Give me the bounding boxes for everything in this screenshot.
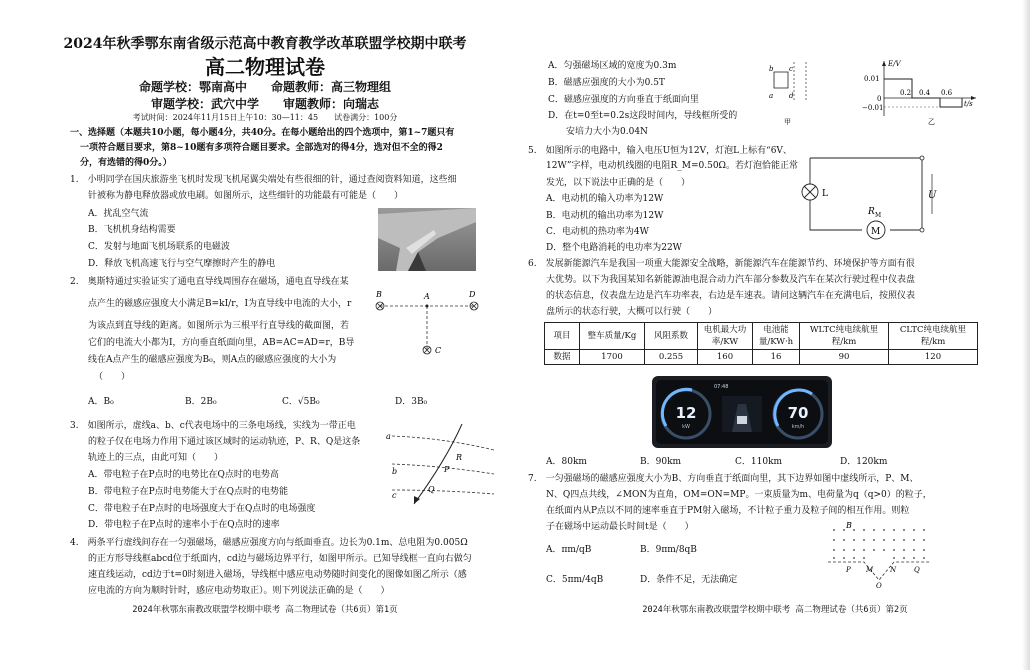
q5-stem-line2: 12W”字样，电动机线圈的电阻R_M=0.50Ω。若灯泡恰能正常 <box>546 161 799 171</box>
q7-label-n: N <box>890 566 897 574</box>
q7-option-b: B．9πm/8qB <box>640 545 697 555</box>
q6-option-a: A．80km <box>546 457 587 467</box>
airplane-wing-photo <box>378 208 476 271</box>
ytick-neg: −0.01 <box>862 104 884 112</box>
q1-stem-line2: 针被称为静电释放器或放电刷。如图所示，这些细针的功能最有可能是（ ） <box>88 191 404 201</box>
q4-stem-line3: 速直线运动，cd边于t=0时刻进入磁场，导线框中感应电动势随时间变化的图像如图乙所示（感 <box>88 570 467 580</box>
q3-field-line-diagram <box>384 420 496 506</box>
q7-label-m: M <box>866 566 874 574</box>
spec-cltc-value: 120 <box>889 350 978 365</box>
q2-stem-line3: 为该点到直导线的距离。如图所示为三根平行直导线的截面图，若 <box>88 321 350 331</box>
q3-label-b: b <box>392 467 398 476</box>
q3-option-b: B．带电粒子在P点时电势能大于在Q点时的电势能 <box>88 487 289 497</box>
q5-label-r: R <box>868 207 875 217</box>
q7-label-p: P <box>846 566 851 574</box>
q3-stem-line3: 轨迹上的三点，由此可知（ ） <box>88 453 224 463</box>
q4-stem-line2: 的正方形导线框abcd位于纸面内，cd边与磁场边界平行，如图甲所示。已知导线框一直向右做匀 <box>88 554 472 564</box>
page-1-footer: 2024年秋鄂东南教改联盟学校期中联考 高二物理试卷（共6页）第1页 <box>132 605 398 615</box>
proposer-line: 命题学校：鄂南高中 命题教师：高三物理组 <box>138 80 391 94</box>
spec-col-item: 项目 <box>545 323 580 350</box>
spec-col-power: 电机最大功率/KW <box>698 323 753 350</box>
page-2 <box>520 0 1030 670</box>
subject-title: 高二物理试卷 <box>205 55 325 79</box>
q7-stem-line2: N、Q四点共线，∠MON为直角，OM=ON=MP。一束质量为m、电荷量为q（q>0）的粒子， <box>546 490 932 500</box>
q1-option-d: D．释放飞机高速飞行与空气摩擦时产生的静电 <box>88 259 276 269</box>
q7-label-b: B <box>846 521 852 530</box>
q2-stem-line5: 线在A点产生的磁感应强度为B₀，则A点的磁感应强度的大小为 <box>88 355 337 365</box>
q7-stem-line4: 子在磁场中运动最长时间t是（ ） <box>546 522 694 532</box>
graph-axis-y: E/V <box>888 60 901 68</box>
q2-label-d: D <box>469 290 476 299</box>
section-instructions-line1: 一、选择题（本题共10小题，每小题4分，共40分。在每小题给出的四个选项中，第1~7题只有 <box>70 128 455 138</box>
q2-stem-line1: 2. 奥斯特通过实验证实了通电直导线周围存在磁场，通电直导线在某 <box>70 277 349 287</box>
xtick-0-2: 0.2 <box>900 89 912 97</box>
q1-option-c: C．发射与地面飞机场联系的电磁波 <box>88 242 230 252</box>
q3-option-a: A．带电粒子在P点时的电势比在Q点时的电势高 <box>88 470 279 480</box>
spec-row-label: 数据 <box>545 350 580 365</box>
q2-label-a: A <box>424 292 430 301</box>
q5-option-b: B．电动机的输出功率为12W <box>546 211 664 221</box>
q7-stem-line1: 7. 一匀强磁场的磁感应强度大小为B、方向垂直于纸面向里，其下边界如图中虚线所示，P、M、 <box>528 474 919 484</box>
q3-option-d: D．带电粒子在P点时的速率小于在Q点时的速率 <box>88 520 280 530</box>
q6-stem-line3: 的状态信息，仪表盘左边是汽车功率表，右边是车速表。请问这辆汽车在充满电后，按照仪表 <box>546 291 916 301</box>
q7-label-o: O <box>876 582 882 590</box>
spec-col-wltc: WLTC纯电续航里程/km <box>800 323 889 350</box>
speed-readout: 70 <box>787 404 809 422</box>
spec-col-mass: 整车质量/Kg <box>580 323 645 350</box>
q4-stem-line1: 4. 两条平行虚线间存在一匀强磁场，磁感应强度方向与纸面垂直。边长为0.1m、总电阻为0.005Ω <box>70 538 468 548</box>
spec-mass-value: 1700 <box>580 350 645 365</box>
caption-jia: 甲 <box>784 118 791 126</box>
ytick-zero: 0 <box>877 95 882 103</box>
q3-label-q: Q <box>428 485 435 494</box>
q3-option-c: C．带电粒子在P点时的电场强度大于在Q点时的电场强度 <box>88 504 316 514</box>
ytick-pos: 0.01 <box>864 75 880 83</box>
q2-stem-line6: （ ） <box>94 372 131 382</box>
q3-stem-line1: 3. 如图所示，虚线a、b、c代表电场中的三条电场线，实线为一带正电 <box>70 421 356 431</box>
q6-option-d: D．120km <box>840 457 888 467</box>
q7-option-d: D．条件不足，无法确定 <box>640 575 738 585</box>
q6-stem-line2: 大优势。以下为我国某知名新能源油电混合动力汽车部分参数及汽车在某次行驶过程中仪表盘 <box>546 275 916 285</box>
spec-col-battery: 电池能量/KW·h <box>753 323 800 350</box>
q2-label-c: C <box>435 346 442 355</box>
q5-circuit-diagram <box>800 150 940 242</box>
q6-option-c: C．110km <box>735 457 783 467</box>
q6-stem-line1: 6. 发展新能源汽车是我国一项重大能源安全战略，新能源汽车在能源节约、环境保护等方面有很 <box>528 259 915 269</box>
reviewer-line: 审题学校：武穴中学 审题教师：向瑞志 <box>150 97 379 111</box>
q7-label-q: Q <box>914 566 920 574</box>
q5-option-a: A．电动机的输入功率为12W <box>546 194 664 204</box>
q4-frame-and-graph <box>764 58 980 128</box>
dash-clock: 07:48 <box>714 384 729 390</box>
frame-label-c: c <box>789 65 793 73</box>
q2-option-d: D．3B₀ <box>395 397 428 407</box>
spec-battery-value: 16 <box>753 350 800 365</box>
frame-label-a: a <box>769 92 774 100</box>
spec-power-value: 160 <box>698 350 753 365</box>
q5-stem-line3: 发光，以下说法中正确的是（ ） <box>546 178 691 188</box>
q3-label-a: a <box>386 432 391 441</box>
exam-title: 2024年秋季鄂东南省级示范高中教育教学改革联盟学校期中联考 <box>63 36 467 52</box>
q2-stem-line4: 它们的电流大小都为I，方向垂直纸面向里，AB=AC=AD=r，B导 <box>88 338 355 348</box>
spec-table-header <box>545 323 978 350</box>
xtick-0-6: 0.6 <box>941 89 953 97</box>
q4-option-c: C．磁感应强度的方向垂直于纸面向里 <box>548 95 699 105</box>
q4-option-d-cont: 安培力大小为0.04N <box>548 127 648 137</box>
q4-stem-line4: 应电流的方向为顺时针时，感应电动势取正）。则下列说法正确的是（ ） <box>88 586 390 596</box>
q7-option-c: C．5πm/4qB <box>546 575 604 585</box>
speed-unit: km/h <box>791 424 805 430</box>
q7-option-a: A．πm/qB <box>546 545 592 555</box>
car-dashboard-photo <box>652 376 832 448</box>
spec-col-cltc: CLTC纯电续航里程/km <box>889 323 978 350</box>
power-readout: 12 <box>675 404 697 422</box>
q5-option-d: D．整个电路消耗的电功率为22W <box>546 243 682 253</box>
field-dots <box>833 529 925 559</box>
power-unit: kW <box>682 424 690 430</box>
spec-drag-value: 0.255 <box>645 350 698 365</box>
q7-stem-line3: 在纸面内从P点以不同的速率垂直于PM射入磁场，不计粒子重力及粒子间的相互作用。则粒 <box>546 506 910 516</box>
page-2-footer: 2024年秋鄂东南教改联盟学校期中联考 高二物理试卷（共6页）第2页 <box>642 605 908 615</box>
q2-option-c: C．√5B₀ <box>282 397 320 407</box>
q4-option-d: D．在t=0至t=0.2s这段时间内，导线框所受的 <box>548 111 738 121</box>
page-edge <box>1022 0 1030 670</box>
caption-yi: 乙 <box>928 118 935 126</box>
q2-wire-diagram <box>370 288 488 360</box>
spec-table-row <box>545 350 978 365</box>
q3-label-p: P <box>444 465 450 474</box>
q1-option-a: A．扰乱空气流 <box>88 209 149 219</box>
section-instructions-line2: 一项符合题目要求，第8~10题有多项符合题目要求。全部选对的得4分，选对但不全的得2 <box>80 143 443 153</box>
car-spec-table <box>544 322 978 365</box>
q3-label-r: R <box>456 453 463 462</box>
q1-option-b: B．飞机机身结构需要 <box>88 225 176 235</box>
q5-label-r-sub: M <box>875 212 882 219</box>
q4-option-a: A．匀强磁场区域的宽度为0.3m <box>548 61 677 71</box>
q2-label-b: B <box>376 290 382 299</box>
xtick-0-4: 0.4 <box>919 89 931 97</box>
spec-col-drag: 风阻系数 <box>645 323 698 350</box>
q5-label-motor: M <box>871 227 881 237</box>
q5-stem-line1: 5. 如图所示的电路中，输入电压U恒为12V，灯泡L上标有“6V、 <box>528 146 792 156</box>
q6-stem-line4: 盘所示的状态行驶，大概可以行驶（ ） <box>546 307 718 317</box>
q7-magnetic-field-diagram <box>820 518 932 590</box>
q6-option-b: B．90km <box>640 457 682 467</box>
q4-option-b: B．磁感应强度的大小为0.5T <box>548 78 665 88</box>
frame-label-d: d <box>789 92 794 100</box>
q5-option-c: C．电动机的热功率为4W <box>546 227 649 237</box>
frame-label-b: b <box>769 65 774 73</box>
section-instructions-line3: 分，有选错的得0分。） <box>80 158 172 168</box>
q5-label-u: U <box>928 190 937 201</box>
spec-wltc-value: 90 <box>800 350 889 365</box>
q2-option-a: A．B₀ <box>88 397 114 407</box>
q1-stem-line1: 1. 小明同学在国庆旅游坐飞机时发现飞机尾翼尖端处有些很细的针，通过查阅资料知道，这些细 <box>70 175 457 185</box>
q5-label-lamp: L <box>822 189 828 199</box>
q3-label-c: c <box>392 491 397 500</box>
q2-option-b: B．2B₀ <box>185 397 217 407</box>
exam-info: 考试时间：2024年11月15日上午10：30—11：45 试卷满分：100分 <box>132 113 398 122</box>
graph-axis-x: t/s <box>964 100 973 108</box>
q2-stem-line2: 点产生的磁感应强度大小满足B=kI/r，I为直导线中电流的大小，r <box>88 299 352 309</box>
q3-stem-line2: 的粒子仅在电场力作用下通过该区域时的运动轨迹，P、R、Q是这条 <box>88 437 361 447</box>
